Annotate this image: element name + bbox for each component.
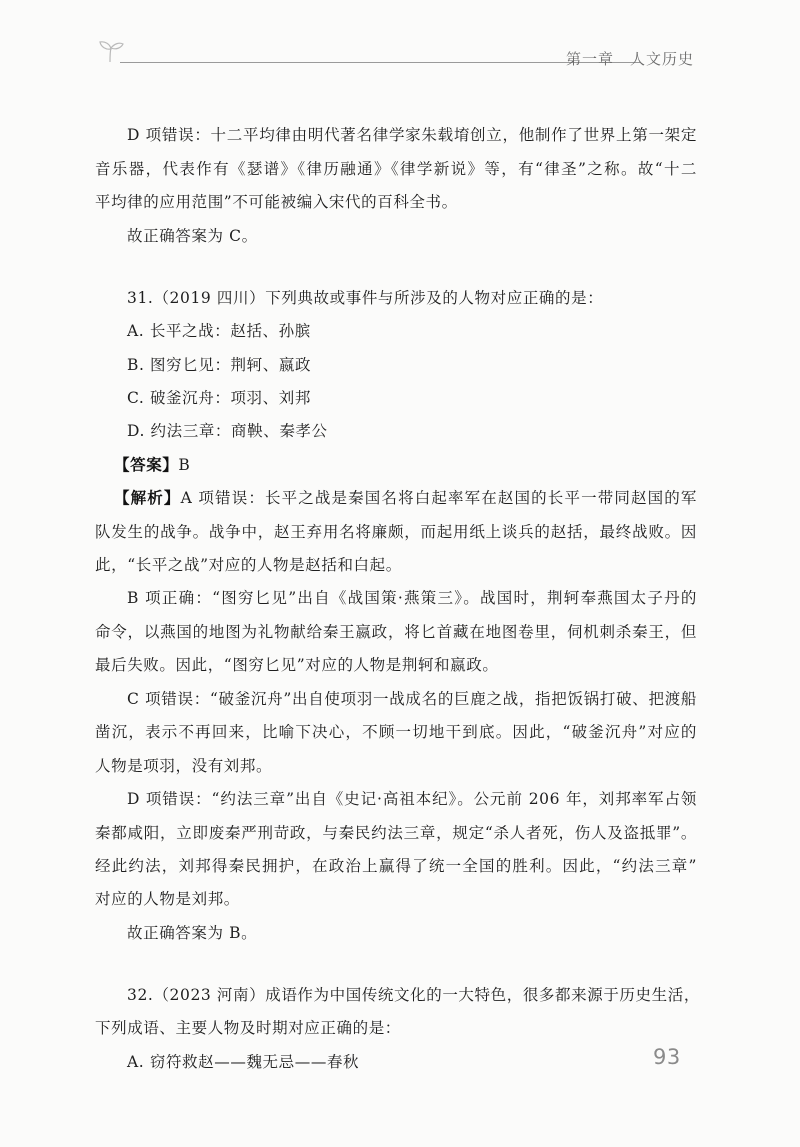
option-b: B. 图穷匕见：荆轲、嬴政 [127, 356, 312, 374]
question-stem: 32.（2023 河南）成语作为中国传统文化的一大特色，很多都来源于历史生活， [127, 986, 700, 1004]
analysis-line: D 项错误：“约法三章”出自《史记·高祖本纪》。公元前 206 年，刘邦率军占领 [127, 790, 697, 808]
analysis-line: 凿沉，表示不再回来，比喻下决心，不顾一切地干到底。因此，“破釜沉舟”对应的 [95, 723, 697, 741]
answer-line: 故正确答案为 B。 [127, 924, 258, 942]
chapter-title [566, 48, 694, 69]
option-a: A. 长平之战：赵括、孙膑 [127, 322, 311, 340]
analysis-line: 队发生的战争。战争中，赵王弃用名将廉颇，而起用纸上谈兵的赵括，最终战败。因 [95, 523, 697, 541]
analysis-line: C 项错误：“破釜沉舟”出自使项羽一战成名的巨鹿之战，指把饭锅打破、把渡船 [127, 690, 697, 708]
analysis-line: 秦都咸阳，立即废秦严刑苛政，与秦民约法三章，规定“杀人者死，伤人及盗抵罪”。 [95, 824, 697, 842]
paragraph-line: 音乐器，代表作有《瑟谱》《律历融通》《律学新说》等，有“律圣”之称。故“十二 [95, 160, 697, 178]
analysis-line: 对应的人物是刘邦。 [95, 890, 240, 908]
question-stem: 31.（2019 四川）下列典故或事件与所涉及的人物对应正确的是： [127, 289, 604, 307]
answer-label: 【答案】 [114, 456, 179, 474]
running-header [96, 36, 716, 76]
analysis-label: 【解析】 [114, 489, 181, 507]
analysis-line [114, 487, 697, 509]
analysis-line: 人物是项羽，没有刘邦。 [95, 757, 273, 775]
answer-value: B [178, 456, 191, 474]
chapter-name: 人文历史 [629, 50, 694, 68]
analysis-line: 最后失败。因此，“图穷匕见”对应的人物是荆轲和嬴政。 [95, 656, 499, 674]
analysis-line: B 项正确：“图穷匕见”出自《战国策·燕策三》。战国时，荆轲奉燕国太子丹的 [127, 589, 697, 607]
answer-line: 故正确答案为 C。 [127, 227, 258, 245]
analysis-line: 命令，以燕国的地图为礼物献给秦王嬴政，将匕首藏在地图卷里，伺机刺杀秦王，但 [95, 623, 697, 641]
analysis-text: A 项错误：长平之战是秦国名将白起率军在赵国的长平一带同赵国的军 [180, 489, 698, 507]
paragraph-line: 平均律的应用范围”不可能被编入宋代的百科全书。 [95, 193, 458, 211]
question-stem: 下列成语、主要人物及时期对应正确的是： [95, 1019, 401, 1037]
header-rule [120, 62, 640, 63]
option-a: A. 窃符救赵——魏无忌——春秋 [127, 1053, 360, 1071]
option-d: D. 约法三章：商鞅、秦孝公 [127, 422, 328, 440]
option-c: C. 破釜沉舟：项羽、刘邦 [127, 389, 311, 407]
page-number: 93 [653, 1045, 681, 1069]
chapter-number: 第一章 [565, 50, 614, 68]
answer-row [114, 454, 190, 476]
analysis-line: 经此约法，刘邦得秦民拥护，在政治上赢得了统一全国的胜利。因此，“约法三章” [95, 857, 697, 875]
paragraph-line: D 项错误：十二平均律由明代著名律学家朱载堉创立，他制作了世界上第一架定 [127, 126, 697, 144]
analysis-line: 此，“长平之战”对应的人物是赵括和白起。 [95, 556, 402, 574]
